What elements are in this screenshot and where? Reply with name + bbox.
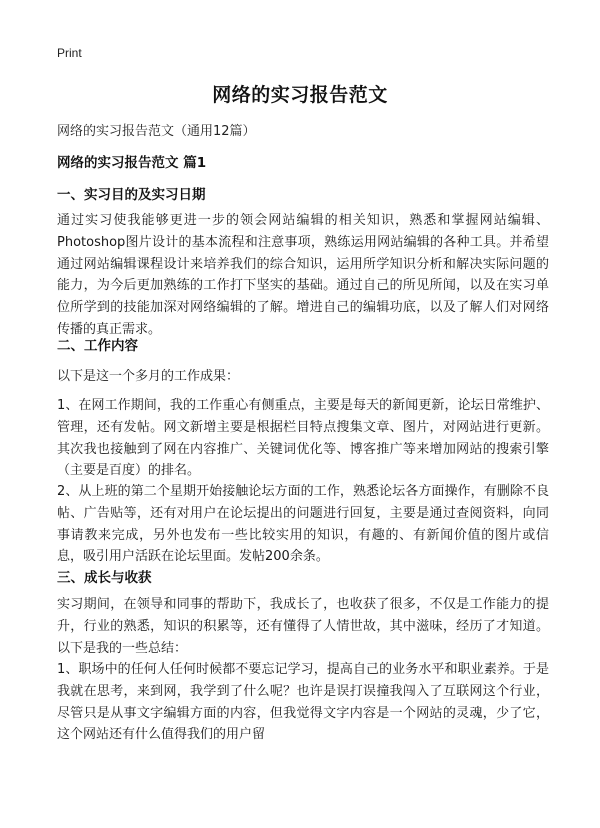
print-label: Print bbox=[57, 46, 82, 60]
document-subtitle: 网络的实习报告范文（通用12篇） bbox=[57, 124, 256, 139]
section-2-paragraph-2: 1、在网工作期间，我的工作重心有侧重点，主要是每天的新闻更新，论坛日常维护、管理，还有发帖。网文新增主要是根据栏目特点搜集文章、图片，对网站进行更新。其次我也接触到了网在内容推广、关键词优化等、博客推广等来增加网站的搜索引擎（主要是百度）的排名。 bbox=[57, 398, 549, 479]
section-3-paragraph-2: 1、职场中的任何人任何时候都不要忘记学习，提高自己的业务水平和职业素养。于是我就在思考，来到网，我学到了什么呢？也许是误打误撞我闯入了互联网这个行业，尽管只是从事文字编辑方面的内容，但我觉得文字内容是一个网站的灵魂，少了它，这个网站还有什么值得我们的用户留 bbox=[57, 662, 549, 743]
section-heading-3: 三、成长与收获 bbox=[57, 570, 152, 586]
document-title: 网络的实习报告范文 bbox=[212, 84, 388, 106]
section-2-paragraph-1: 以下是这一个多月的工作成果： bbox=[57, 369, 240, 384]
section-3-paragraph-1: 实习期间，在领导和同事的帮助下，我成长了，也收获了很多，不仅是工作能力的提升，行业的熟悉，知识的积累等，还有懂得了人情世故，其中滋味，经历了才知道。以下是我的一些总结： bbox=[57, 597, 549, 656]
part-heading: 网络的实习报告范文 篇1 bbox=[57, 155, 207, 171]
section-heading-2: 二、工作内容 bbox=[57, 338, 138, 354]
section-2-paragraph-3: 2、从上班的第二个星期开始接触论坛方面的工作，熟悉论坛各方面操作，有删除不良帖、广告贴等，还有对用户在论坛提出的问题进行回复，主要是通过查阅资料，向同事请教来完成，另外也发布一些比较实用的知识，有趣的、有新闻价值的图片或信息，吸引用户活跃在论坛里面。发帖200余条。 bbox=[57, 484, 549, 565]
section-1-paragraph-1: 通过实习使我能够更进一步的领会网站编辑的相关知识，熟悉和掌握网站编辑、Photoshop图片设计的基本流程和注意事项，熟练运用网站编辑的各种工具。并希望通过网站编辑课程设计来培养我们的综合知识，运用所学知识分析和解决实际问题的能力，为今后更加熟练的工作打下坚实的基础。通过自己的所见所闻，以及在实习单位所学到的技能加深对网络编辑的了解。增进自己的编辑功底，以及了解人们对网络传播的真正需求。 bbox=[57, 213, 549, 337]
section-heading-1: 一、实习目的及实习日期 bbox=[57, 187, 206, 203]
